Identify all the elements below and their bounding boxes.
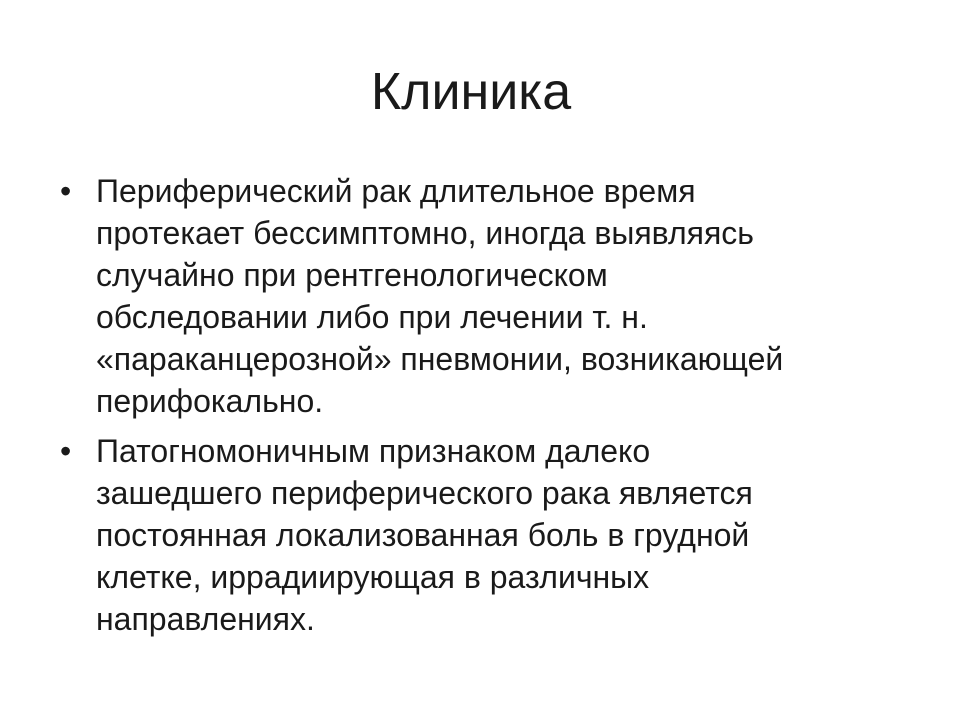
bullet-text-line: клетке, иррадиирующая в различных xyxy=(96,559,650,595)
slide-title: Клиника xyxy=(370,63,572,121)
bullet-text-line: случайно при рентгенологическом xyxy=(96,257,608,293)
bullet-text-line: Периферический рак длительное время xyxy=(96,173,696,209)
bullet-list xyxy=(60,170,920,648)
bullet-icon: • xyxy=(60,173,72,209)
bullet-text-line: Патогномоничным признаком далеко xyxy=(96,433,651,469)
bullet-text-line: протекает бессимптомно, иногда выявляясь xyxy=(96,215,754,251)
bullet-item-2 xyxy=(60,430,920,640)
bullet-item-1 xyxy=(60,170,920,422)
bullet-text-line: зашедшего периферического рака является xyxy=(96,475,753,511)
bullet-icon: • xyxy=(60,433,72,469)
bullet-text-line: перифокально. xyxy=(96,383,324,419)
bullet-text-line: постоянная локализованная боль в грудной xyxy=(96,517,750,553)
bullet-text-line: направлениях. xyxy=(96,601,315,637)
bullet-text-line: «параканцерозной» пневмонии, возникающей xyxy=(96,341,784,377)
bullet-text-line: обследовании либо при лечении т. н. xyxy=(96,299,648,335)
